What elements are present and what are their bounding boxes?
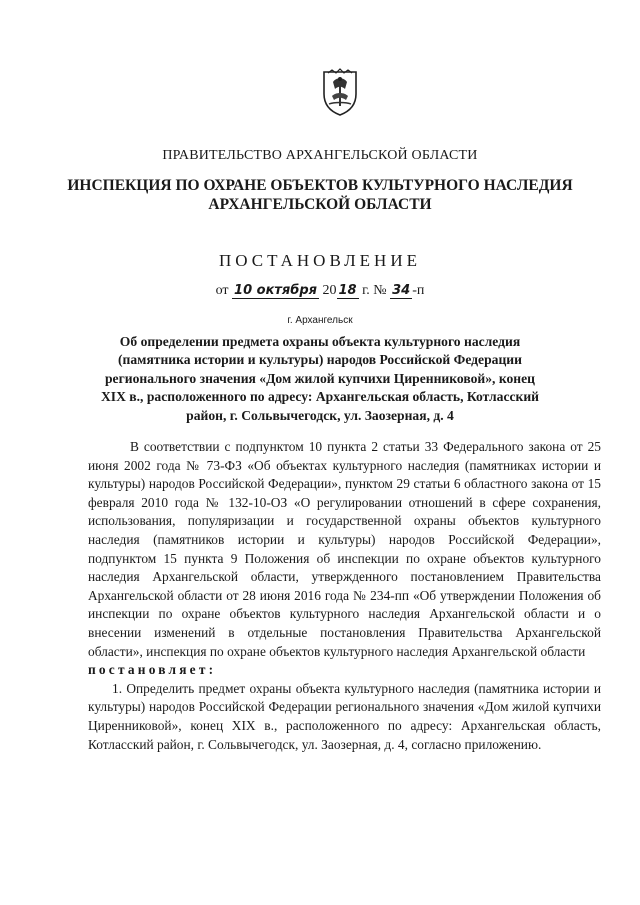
year-suffix: 18 bbox=[338, 283, 357, 298]
document-number: 34 bbox=[392, 283, 411, 298]
paragraph-item-1: 1. Определить предмет охраны объекта культурного наследия (памятника истории и культуры) народов Российской Федерации регионального значения «Дом жилой купчихи Циренниковой», конец XIX в., расположенного по адресу: Архангельская область, Котласский район, г. Сольвычегодск, ул. Заозерная, д. 4, согласно приложению. bbox=[88, 680, 601, 752]
inspection-name-line1: ИНСПЕКЦИЯ ПО ОХРАНЕ ОБЪЕКТОВ КУЛЬТУРНОГО НАСЛЕДИЯ bbox=[67, 177, 573, 194]
coat-of-arms-icon bbox=[320, 68, 360, 116]
body-text bbox=[88, 438, 601, 754]
date-prefix: от bbox=[215, 283, 229, 298]
government-name: ПРАВИТЕЛЬСТВО АРХАНГЕЛЬСКОЙ ОБЛАСТИ bbox=[162, 148, 478, 163]
city: г. Архангельск bbox=[287, 315, 353, 326]
inspection-name-line2: АРХАНГЕЛЬСКОЙ ОБЛАСТИ bbox=[208, 196, 432, 213]
date-day-month: 10 октября bbox=[234, 283, 318, 298]
subject-line: XIX в., расположенного по адресу: Архангельская область, Котласский bbox=[100, 389, 540, 405]
subject-heading bbox=[80, 333, 560, 425]
paragraph-preamble: В соответствии с подпунктом 10 пункта 2 статьи 33 Федерального закона от 25 июня 2002 года № 73-ФЗ «Об объектах культурного наследия (памятниках истории и культуры) народов Российской Федерации», пунктом 29 статьи 6 областного закона от 15 февраля 2010 года № 132-10-ОЗ «О регулировании отношений в сфере сохранения, использования, популяризации и государственной охраны объектов культурного наследия (памятников истории и культуры) народов Российской Федерации», подпунктом 15 пункта 9 Положения об инспекции по охране объектов культурного наследия Архангельской области, утвержденного постановлением Правительства Архангельской области от 28 июня 2016 года № 234-пп «Об утверждении Положения об инспекции по охране объектов культурного наследия Архангельской области и о внесении изменений в отдельные постановления Правительства Архангельской области», инспекция по охране объектов культурного наследия Архангельской области bbox=[88, 439, 601, 659]
subject-line: (памятника истории и культуры) народов Российской Федерации bbox=[118, 352, 522, 368]
date-number-line bbox=[60, 283, 580, 299]
subject-line: регионального значения «Дом жилой купчихи Циренниковой», конец bbox=[105, 370, 535, 386]
document-title: ПОСТАНОВЛЕНИЕ bbox=[218, 251, 421, 270]
year-prefix: 20 bbox=[322, 283, 337, 298]
decree-word: постановляет: bbox=[88, 662, 217, 678]
subject-line: район, г. Сольвычегодск, ул. Заозерная, д. 4 bbox=[186, 407, 454, 423]
inspection-name bbox=[60, 176, 580, 214]
number-suffix: -п bbox=[412, 283, 425, 298]
year-label: г. № bbox=[362, 283, 387, 298]
subject-line: Об определении предмета охраны объекта культурного наследия bbox=[119, 334, 521, 349]
